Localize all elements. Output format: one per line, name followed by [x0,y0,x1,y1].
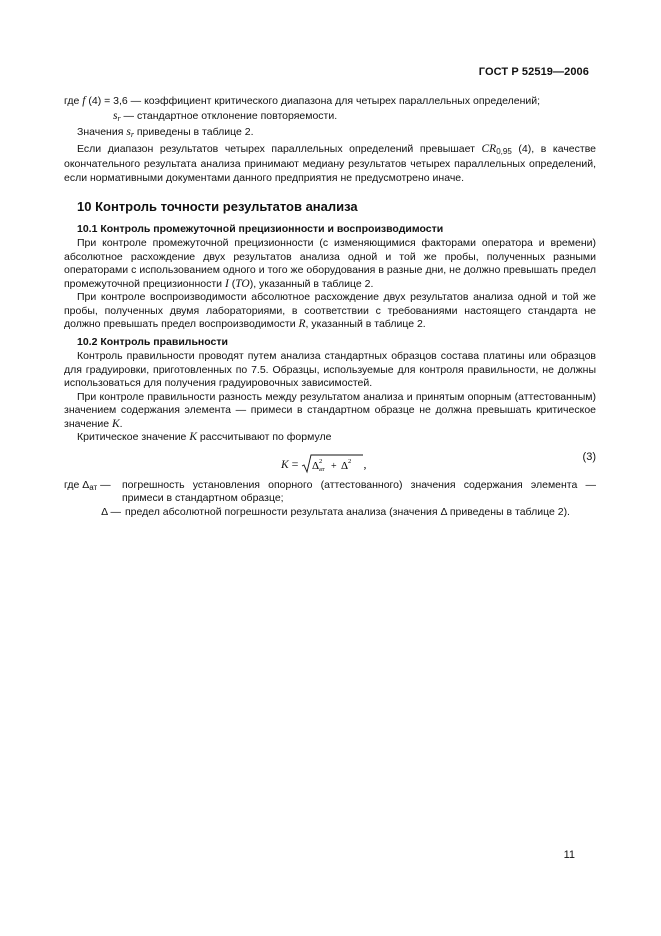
svg-text:2: 2 [348,457,352,465]
median-paragraph: Если диапазон результатов четырех параллельных определений превышает $CR_{0,95}$ (4), в качестве окончательного результата анализа принимают медиану результатов четырех параллельных определений, если нормативными документами данного предприятия не предусмотрено иначе. [64,142,596,184]
formula-expression: K = Δ 2 ат + Δ 2 , [281,454,366,474]
formula-3 [64,451,596,475]
section-10-2-paragraph-3: Критическое значение K рассчитывают по формуле [77,431,332,443]
where-line-sr: $s_r$ — стандартное отклонение повторяемости. [113,109,338,123]
sr-table-ref: Значения $s_r$ приведены в таблице 2. [77,126,254,139]
svg-text:ат: ат [319,465,326,473]
section-10-1-title: 10.1 Контроль промежуточной прецизионности и воспроизводимости [77,222,444,235]
section-10-title: 10 Контроль точности результатов анализа [77,199,358,214]
section-10-1-paragraph-1: При контроле промежуточной прецизионности (с изменяющимися факторами оператора и времени) абсолютное расхождение двух результатов анализа одной и той же пробы, полученных разными операторами с использованием одного и того же оборудования в разные дни, не должно превышать предел промежуточной прецизионности I (TO), указанный в таблице 2. [64,237,596,290]
legend-definition: погрешность установления опорного (аттестованного) значения содержания элемента — примеси в стандартном образце; [122,478,596,504]
formula-number: (3) [582,450,596,463]
section-10-2-title: 10.2 Контроль правильности [77,335,228,348]
section-10-2-paragraph-2: При контроле правильности разность между результатом анализа и принятым опорным (аттестованным) значением содержания элемента — примеси в стандартном образце не должна превышать критическое значение K. [64,390,596,430]
legend-term: Δ — [101,505,121,518]
page-number: 11 [563,849,575,861]
legend-item-delta-at [64,479,596,506]
svg-text:Δ: Δ [341,459,349,472]
formula-legend [64,479,596,520]
legend-term: где $\Delta_{ат}$ — [64,478,111,492]
svg-text:Δ: Δ [312,459,320,472]
sqrt-icon [301,454,363,474]
legend-item-delta [64,506,596,520]
document-body [64,95,596,519]
where-line-f: где f (4) = 3,6 — коэффициент критического диапазона для четырех параллельных определений; [64,95,541,107]
section-10-1-paragraph-2: При контроле воспроизводимости абсолютное расхождение двух результатов анализа одной и той же пробы, полученных двумя лабораториями, в соответствии с требованиями настоящего стандарта не должно превышать предел воспроизводимости R, указанный в таблице 2. [64,291,596,330]
section-10-2-paragraph-1: Контроль правильности проводят путем анализа стандартных образцов состава платины или образцов для градуировки, приготовленных по 7.5. Образцы, используемые для контроля правильности, не должны использоваться для получения градуировочных зависимостей. [64,350,596,389]
legend-definition: предел абсолютной погрешности результата анализа (значения Δ приведены в таблице 2). [125,505,570,518]
svg-text:2: 2 [319,457,323,465]
svg-text:+: + [331,460,338,472]
document-header: ГОСТ Р 52519—2006 [478,66,589,78]
